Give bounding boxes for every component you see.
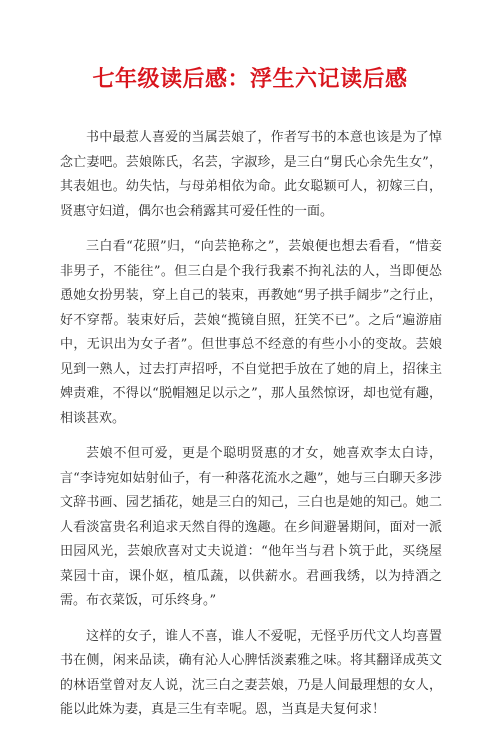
paragraph: 三白看“花照”归，“向芸艳称之”，芸娘便也想去看看，“惜妾非男子，不能往”。但三白是个我行我素不拘礼法的人，当即便怂恿她女扮男装，穿上自己的装束，再教她“男子拱手阔步”之行止，好不穿帮。装束好后，芸娘“揽镜自照，狂笑不已”。之后“遍游庙中，无识出为女子者”。但世事总不经意的有些小小的变故。芸娘见到一熟人，过去打声招呼，不自觉把手放在了她的肩上，招徕主婢责难，不得以“脱帽翘足以示之”，那人虽然惊讶，却也觉有趣，相谈甚欢。 — [60, 239, 442, 426]
document-title: 七年级读后感：浮生六记读后感 — [92, 66, 408, 92]
paragraph: 芸娘不但可爱，更是个聪明贤惠的才女，她喜欢李太白诗，言“李诗宛如姑射仙子，有一种落花流水之趣”，她与三白聊天多涉文辞书画、园艺插花，她是三白的知己，三白也是她的知己。她二人看淡富贵名利追求天然自得的逸趣。在乡间避暑期间，面对一派田园风光，芸娘欣喜对丈夫说道：“他年当与君卜筑于此，买绕屋菜园十亩，课仆妪，植瓜蔬，以供薪水。君画我绣，以为持酒之需。布衣菜饭，可乐终身。” — [60, 446, 442, 608]
document-body — [60, 126, 442, 734]
paragraph: 书中最惹人喜爱的当属芸娘了，作者写书的本意也该是为了悼念亡妻吧。芸娘陈氏，名芸，字淑珍，是三白“舅氏心余先生女”，其表姐也。幼失怙，与母弟相依为命。此女聪颖可人，初嫁三白，贤惠守妇道，偶尔也会稍露其可爱任性的一面。 — [60, 130, 442, 219]
paragraph: 这样的女子，谁人不喜，谁人不爱呢，无怪乎历代文人均喜置书在侧，闲来品读，确有沁人心脾恬淡素雅之味。将其翻译成英文的林语堂曾对友人说，沈三白之妻芸娘，乃是人间最理想的女人，能以此姝为妻，真是三生有幸呢。恩，当真是夫复何求！ — [60, 628, 442, 717]
